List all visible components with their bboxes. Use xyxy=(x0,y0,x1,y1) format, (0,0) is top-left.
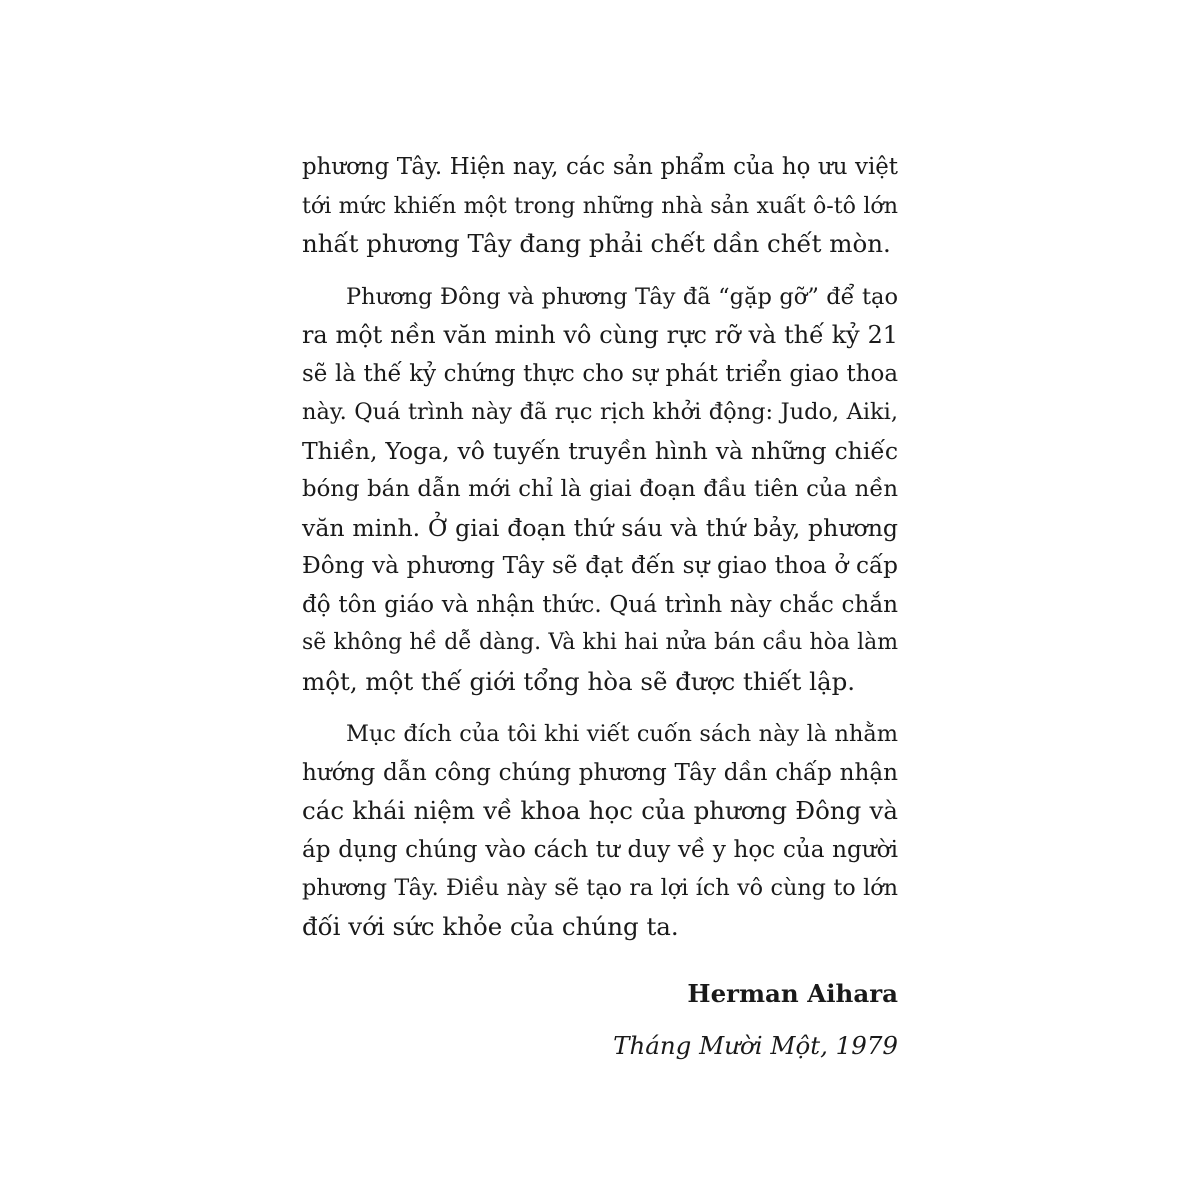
text-line: áp dụng chúng vào cách tư duy về y học của người xyxy=(302,836,898,863)
text-line: bóng bán dẫn mới chỉ là giai đoạn đầu tiên của nền xyxy=(302,476,898,502)
paragraph-gap xyxy=(302,264,898,278)
text-line: tới mức khiến một trong những nhà sản xuất ô-tô lớn xyxy=(302,192,898,219)
author-signature: Herman Aihara xyxy=(687,979,898,1008)
text-line: ra một nền văn minh vô cùng rực rỡ và thế kỷ 21 xyxy=(302,321,898,349)
text-line: Thiền, Yoga, vô tuyến truyền hình và những chiếc xyxy=(302,436,898,465)
text-line: phương Tây. Hiện nay, các sản phẩm của họ ưu việt xyxy=(302,154,898,180)
text-line: hướng dẫn công chúng phương Tây dần chấp nhận xyxy=(302,759,898,786)
paragraph-3 xyxy=(302,715,898,946)
paragraph-1 xyxy=(302,148,898,264)
text-line: Mục đích của tôi khi viết cuốn sách này là nhằm xyxy=(346,721,898,747)
text-line: sẽ là thế kỷ chứng thực cho sự phát triển giao thoa xyxy=(302,360,898,387)
text-line: nhất phương Tây đang phải chết dần chết mòn. xyxy=(302,229,891,258)
text-line: các khái niệm về khoa học của phương Đông và xyxy=(302,796,898,825)
text-line: sẽ không hề dễ dàng. Và khi hai nửa bán cầu hòa làm xyxy=(302,630,898,655)
text-line: đối với sức khỏe của chúng ta. xyxy=(302,911,679,941)
body-text xyxy=(302,148,898,946)
text-line: văn minh. Ở giai đoạn thứ sáu và thứ bảy, phương xyxy=(302,513,898,542)
book-page xyxy=(302,148,898,1066)
text-line: này. Quá trình này đã rục rịch khởi động: Judo, Aiki, xyxy=(302,399,898,425)
text-line: một, một thế giới tổng hòa sẽ được thiết lập. xyxy=(302,666,856,696)
signature-date: Tháng Mười Một, 1979 xyxy=(613,1031,898,1060)
paragraph-2 xyxy=(302,278,898,702)
text-line: phương Tây. Điều này sẽ tạo ra lợi ích vô cùng to lớn xyxy=(302,875,898,901)
text-line: Đông và phương Tây sẽ đạt đến sự giao thoa ở cấp xyxy=(302,552,898,579)
text-line: Phương Đông và phương Tây đã “gặp gỡ” để tạo xyxy=(346,283,898,310)
text-line: độ tôn giáo và nhận thức. Quá trình này chắc chắn xyxy=(302,591,898,618)
paragraph-gap xyxy=(302,701,898,715)
